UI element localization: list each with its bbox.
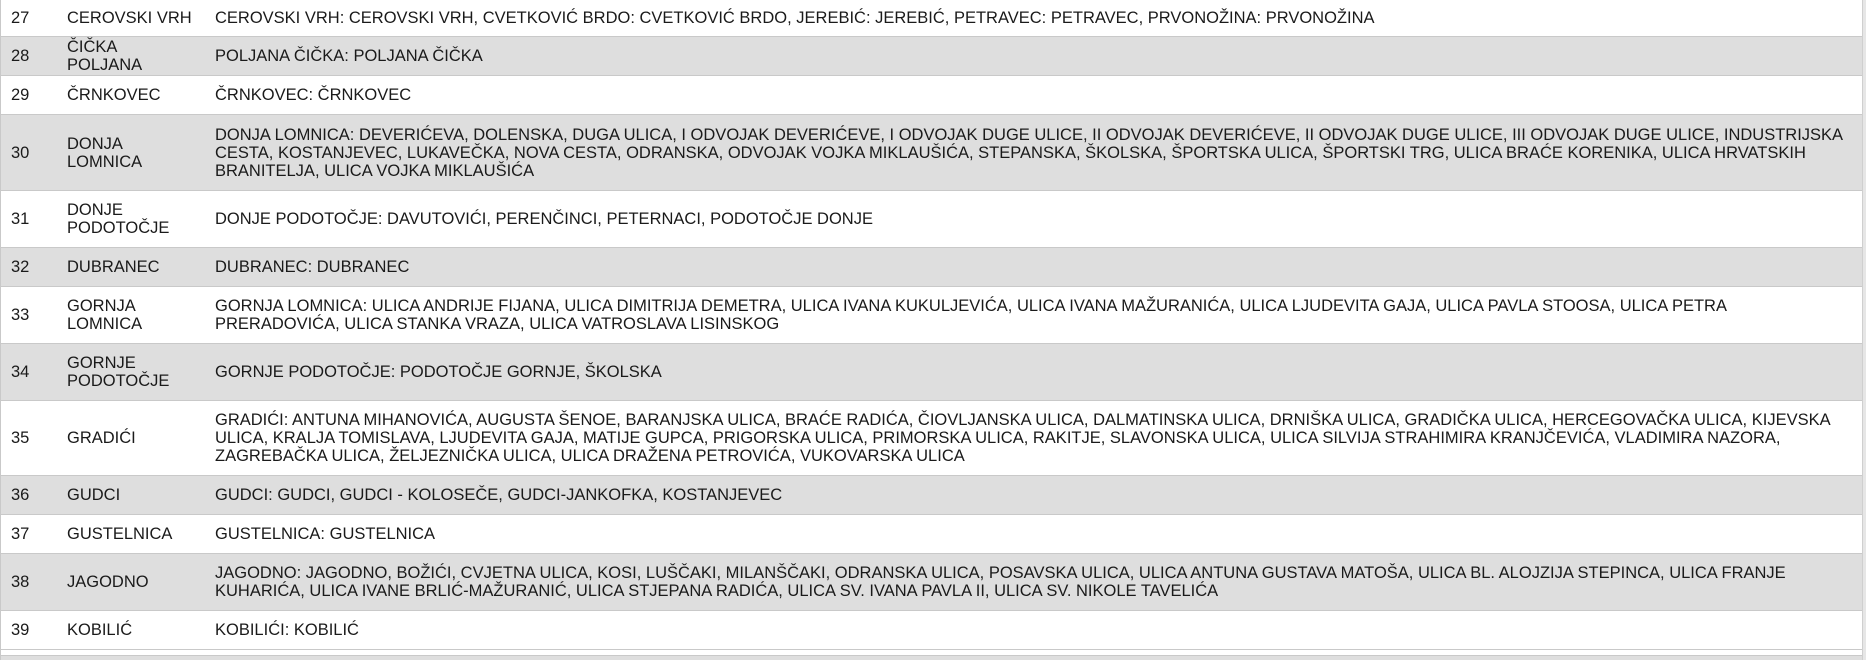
row-number: 39 — [1, 611, 57, 650]
row-number: 27 — [1, 0, 57, 37]
streets-list: GUSTELNICA: GUSTELNICA — [205, 515, 1862, 554]
table-row-partial — [1, 655, 1862, 660]
row-number: 32 — [1, 248, 57, 287]
table-row — [1, 191, 1862, 248]
row-number: 28 — [1, 37, 57, 76]
table-row — [1, 554, 1862, 611]
settlement-name: GORNJA LOMNICA — [57, 287, 205, 344]
table-row — [1, 248, 1862, 287]
table-row — [1, 37, 1862, 76]
streets-list: DONJA LOMNICA: DEVERIĆEVA, DOLENSKA, DUGA ULICA, I ODVOJAK DEVERIĆEVE, I ODVOJAK DUGE ULICE, II ODVOJAK DEVERIĆEVE, II ODVOJAK DUGE ULICE, III ODVOJAK DUGE ULICE, INDUSTRIJSKA CESTA, KOSTANJEVEC, LUKAVEČKA, NOVA CESTA, ODRANSKA, ODVOJAK VOJKA MIKLAUŠIĆA, STEPANSKA, ŠKOLSKA, ŠPORTSKA ULICA, ŠPORTSKI TRG, ULICA BRAĆE KORENIKA, ULICA HRVATSKIH BRANITELJA, ULICA VOJKA MIKLAUŠIĆA — [205, 115, 1862, 191]
settlement-name: JAGODNO — [57, 554, 205, 611]
streets-list: CEROVSKI VRH: CEROVSKI VRH, CVETKOVIĆ BRDO: CVETKOVIĆ BRDO, JEREBIĆ: JEREBIĆ, PETRAVEC: PETRAVEC, PRVONOŽINA: PRVONOŽINA — [205, 0, 1862, 37]
row-number: 29 — [1, 76, 57, 115]
settlements-table — [1, 0, 1862, 650]
row-number: 30 — [1, 115, 57, 191]
streets-list: GORNJE PODOTOČJE: PODOTOČJE GORNJE, ŠKOLSKA — [205, 344, 1862, 401]
settlement-name: DONJA LOMNICA — [57, 115, 205, 191]
row-number: 38 — [1, 554, 57, 611]
table-row — [1, 115, 1862, 191]
settlement-name: CEROVSKI VRH — [57, 0, 205, 37]
streets-list: DUBRANEC: DUBRANEC — [205, 248, 1862, 287]
row-number: 37 — [1, 515, 57, 554]
settlement-name: ČIČKA POLJANA — [57, 37, 205, 76]
streets-list: POLJANA ČIČKA: POLJANA ČIČKA — [205, 37, 1862, 76]
row-number: 33 — [1, 287, 57, 344]
settlement-name: ČRNKOVEC — [57, 76, 205, 115]
settlement-name: GUDCI — [57, 476, 205, 515]
table-row — [1, 0, 1862, 37]
streets-list: GORNJA LOMNICA: ULICA ANDRIJE FIJANA, ULICA DIMITRIJA DEMETRA, ULICA IVANA KUKULJEVIĆA, ULICA IVANA MAŽURANIĆA, ULICA LJUDEVITA GAJA, ULICA PAVLA STOOSA, ULICA PETRA PRERADOVIĆA, ULICA STANKA VRAZA, ULICA VATROSLAVA LISINSKOG — [205, 287, 1862, 344]
table-row — [1, 515, 1862, 554]
streets-list: GUDCI: GUDCI, GUDCI - KOLOSEČE, GUDCI-JANKOFKA, KOSTANJEVEC — [205, 476, 1862, 515]
row-number: 34 — [1, 344, 57, 401]
scrollbar-track[interactable] — [1862, 0, 1866, 660]
table-row — [1, 76, 1862, 115]
row-number: 31 — [1, 191, 57, 248]
streets-list: KOBILIĆI: KOBILIĆ — [205, 611, 1862, 650]
row-number: 35 — [1, 401, 57, 476]
table-row — [1, 611, 1862, 650]
row-number: 36 — [1, 476, 57, 515]
settlement-name: KOBILIĆ — [57, 611, 205, 650]
settlement-name: GORNJE PODOTOČJE — [57, 344, 205, 401]
streets-list: ČRNKOVEC: ČRNKOVEC — [205, 76, 1862, 115]
streets-list: DONJE PODOTOČJE: DAVUTOVIĆI, PERENČINCI, PETERNACI, PODOTOČJE DONJE — [205, 191, 1862, 248]
table-row — [1, 287, 1862, 344]
table-row — [1, 344, 1862, 401]
settlement-name: GRADIĆI — [57, 401, 205, 476]
settlement-name: DUBRANEC — [57, 248, 205, 287]
streets-list: JAGODNO: JAGODNO, BOŽIĆI, CVJETNA ULICA, KOSI, LUŠČAKI, MILANŠČAKI, ODRANSKA ULICA, POSAVSKA ULICA, ULICA ANTUNA GUSTAVA MATOŠA, ULICA BL. ALOJZIJA STEPINCA, ULICA FRANJE KUHARIĆA, ULICA IVANE BRLIĆ-MAŽURANIĆ, ULICA STJEPANA RADIĆA, ULICA SV. IVANA PAVLA II, ULICA SV. NIKOLE TAVELIĆA — [205, 554, 1862, 611]
settlement-name: DONJE PODOTOČJE — [57, 191, 205, 248]
settlement-name: GUSTELNICA — [57, 515, 205, 554]
table-row — [1, 401, 1862, 476]
table-row — [1, 476, 1862, 515]
streets-list: GRADIĆI: ANTUNA MIHANOVIĆA, AUGUSTA ŠENOE, BARANJSKA ULICA, BRAĆE RADIĆA, ČIOVLJANSKA ULICA, DALMATINSKA ULICA, DRNIŠKA ULICA, GRADIČKA ULICA, HERCEGOVAČKA ULICA, KIJEVSKA ULICA, KRALJA TOMISLAVA, LJUDEVITA GAJA, MATIJE GUPCA, PRIGORSKA ULICA, PRIMORSKA ULICA, RAKITJE, SLAVONSKA ULICA, ULICA SILVIJA STRAHIMIRA KRANJČEVIĆA, VLADIMIRA NAZORA, ZAGREBAČKA ULICA, ŽELJEZNIČKA ULICA, ULICA DRAŽENA PETROVIĆA, VUKOVARSKA ULICA — [205, 401, 1862, 476]
